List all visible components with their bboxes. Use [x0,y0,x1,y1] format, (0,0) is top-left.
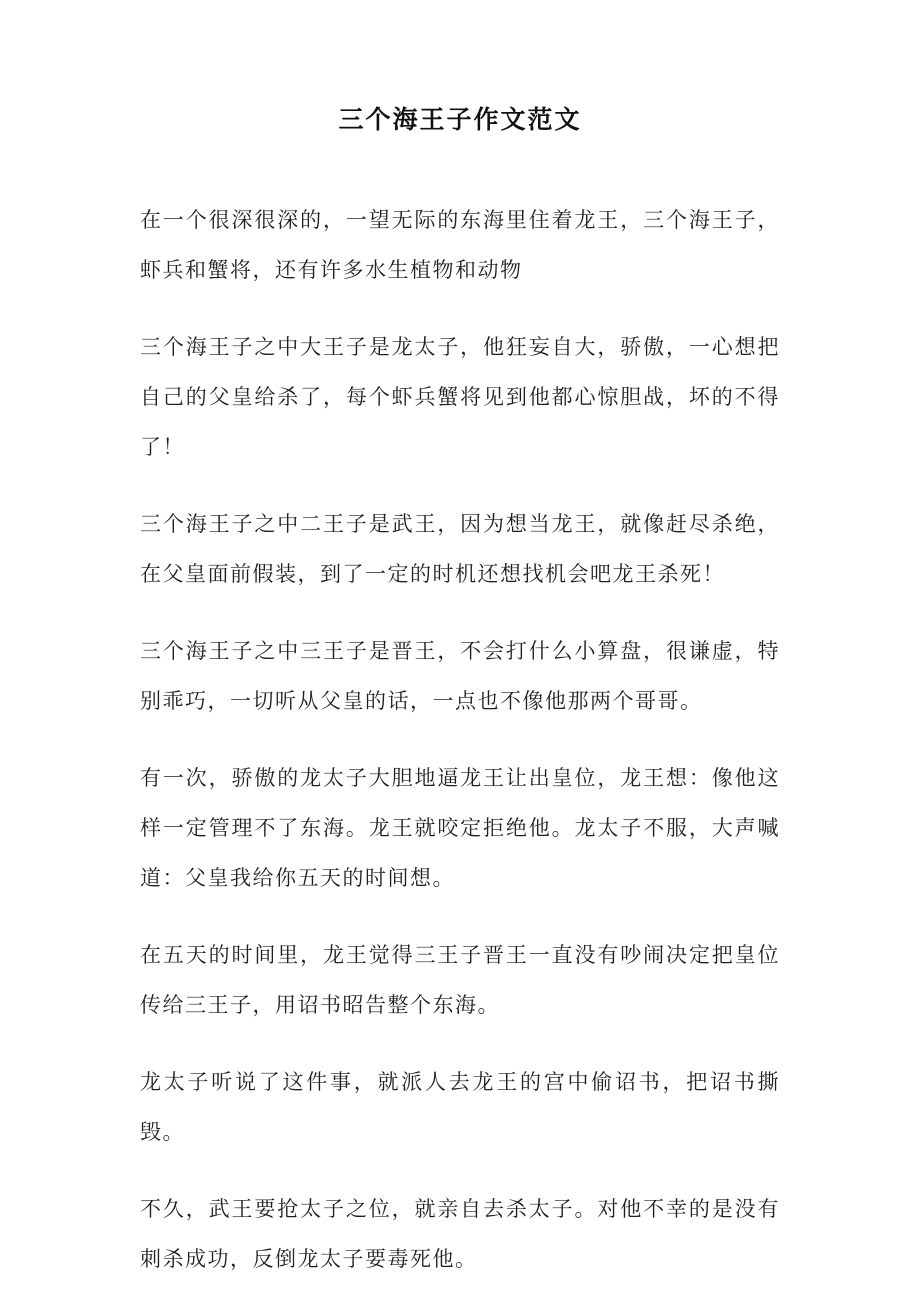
paragraph: 三个海王子之中大王子是龙太子，他狂妄自大，骄傲，一心想把自己的父皇给杀了，每个虾兵蟹将见到他都心惊胆战，坏的不得了！ [140,335,780,459]
document-title: 三个海王子作文范文 [338,107,582,134]
paragraph: 有一次，骄傲的龙太子大胆地逼龙王让出皇位，龙王想：像他这样一定管理不了东海。龙王就咬定拒绝他。龙太子不服，大声喊道：父皇我给你五天的时间想。 [140,766,780,890]
document-body [140,195,780,1284]
paragraph: 不久，武王要抢太子之位，就亲自去杀太子。对他不幸的是没有刺杀成功，反倒龙太子要毒死他。 [140,1197,780,1271]
paragraph: 三个海王子之中二王子是武王，因为想当龙王，就像赶尽杀绝，在父皇面前假装，到了一定的时机还想找机会吧龙王杀死！ [140,512,780,586]
paragraph: 三个海王子之中三王子是晋王，不会打什么小算盘，很谦虚，特别乖巧，一切听从父皇的话，一点也不像他那两个哥哥。 [140,639,780,713]
paragraph: 龙太子听说了这件事，就派人去龙王的宫中偷诏书，把诏书撕毁。 [140,1070,780,1144]
paragraph: 在五天的时间里，龙王觉得三王子晋王一直没有吵闹决定把皇位传给三王子，用诏书昭告整个东海。 [140,943,780,1017]
paragraph: 在一个很深很深的，一望无际的东海里住着龙王，三个海王子，虾兵和蟹将，还有许多水生植物和动物 [140,208,780,282]
